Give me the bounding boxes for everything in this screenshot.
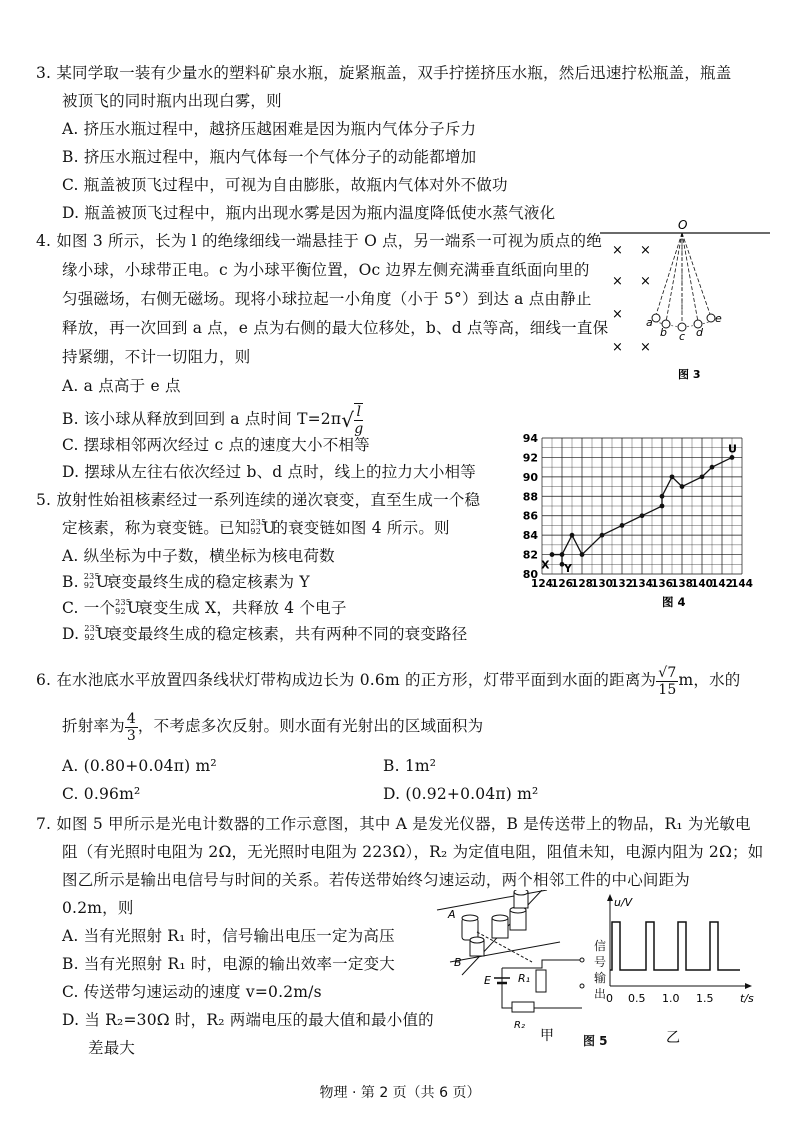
q5-c-prefix: C. 一个 <box>62 599 116 617</box>
x-tick-label: 138 <box>671 578 693 590</box>
q4-stem-line5: 持紧绷，不计一切阻力，则 <box>62 348 251 366</box>
q3-stem-line1: 3. 某同学取一装有少量水的塑料矿泉水瓶，旋紧瓶盖，双手拧搓挤压水瓶，然后迅速拧松瓶盖，瓶盖 <box>36 64 732 82</box>
q5-option-b <box>62 572 310 592</box>
mass-number: 235 <box>84 624 101 633</box>
nuclide-point <box>600 533 605 538</box>
y-tick-label: 86 <box>522 509 538 523</box>
q4-option-c: C. 摆球相邻两次经过 c 点的速度大小不相等 <box>62 436 370 454</box>
x-tick-label: 134 <box>631 578 653 590</box>
q6-text-c: 折射率为 <box>62 717 125 735</box>
q5-option-d <box>62 624 467 644</box>
y-tick-label: 80 <box>522 568 538 581</box>
figure-3-caption: 图 3 <box>678 368 701 381</box>
figure-3-pendulum <box>600 218 790 388</box>
label-e: e <box>715 312 722 325</box>
q6-depth-numerator: √7 <box>658 664 677 681</box>
x-tick-label: 140 <box>691 578 713 590</box>
mass-number: 235 <box>115 598 132 607</box>
circuit-wire-top <box>502 960 582 968</box>
q4-option-b-text: B. 该小球从释放到回到 a 点时间 T=2π <box>62 410 342 428</box>
q4-option-b: B. 该小球从释放到回到 a 点时间 T=2π√ $\frac{l}{g}$ <box>62 404 364 437</box>
q5-stem-line2 <box>62 518 450 538</box>
y-tick-label: 92 <box>522 451 538 465</box>
q7-option-a: A. 当有光照射 R₁ 时，信号输出电压一定为高压 <box>62 927 395 945</box>
q6-text-b: m，水的 <box>678 671 741 689</box>
q7-stem-line1: 7. 如图 5 甲所示是光电计数器的工作示意图，其中 A 是发光仪器，B 是传送带上的物品，R₁ 为光敏电 <box>36 815 751 833</box>
signal-char: 号 <box>594 955 607 969</box>
isotope-u235 <box>84 624 110 644</box>
q6-index-denominator: 3 <box>126 727 136 744</box>
label-yi: 乙 <box>666 1030 680 1046</box>
t-tick: 0.5 <box>628 992 646 1005</box>
q4-stem-line2: 缘小球，小球带正电。c 为小球平衡位置，Oc 边界左侧充满垂直纸面向里的 <box>62 261 590 279</box>
cross: × <box>640 340 651 355</box>
nuclide-point <box>620 523 625 528</box>
element-symbol: U <box>95 573 110 591</box>
u-axis-label: u/V <box>614 896 633 909</box>
element-symbol: U <box>96 625 110 643</box>
q5-d-prefix: D. <box>62 625 85 643</box>
q6-text-a: 6. 在水池底水平放置四条线状灯带构成边长为 0.6m 的正方形，灯带平面到水面的距离为 <box>36 671 657 689</box>
y-tick-label: 88 <box>522 490 538 504</box>
cross: × <box>640 243 651 258</box>
t-tick: 1.5 <box>696 992 714 1005</box>
atomic-number: 92 <box>115 607 126 616</box>
figure-5-caption: 图 5 <box>583 1034 608 1048</box>
string-to-a <box>656 233 682 315</box>
q6-option-b: B. 1m² <box>383 757 437 775</box>
t-tick: 1.0 <box>662 992 680 1005</box>
nuclide-point <box>710 465 715 470</box>
q6-option-a: A. (0.80+0.04π) m² <box>62 757 217 775</box>
q7-option-c: C. 传送带匀速运动的速度 v=0.2m/s <box>62 983 322 1001</box>
y-tick-label: 84 <box>522 529 538 543</box>
nuclide-point <box>700 474 705 479</box>
cross: × <box>612 274 623 289</box>
q6-option-c: C. 0.96m² <box>62 785 141 803</box>
label-c: c <box>679 330 686 343</box>
x-tick-label: 142 <box>711 578 733 590</box>
q5-stem-line1: 5. 放射性始祖核素经过一系列连续的递次衰变，直至生成一个稳 <box>36 491 481 509</box>
figure-5-jia-circuit <box>432 890 592 1050</box>
q5-option-a: A. 纵坐标为中子数，横坐标为核电荷数 <box>62 547 335 565</box>
conveyor-bottom-edge <box>450 942 560 962</box>
cross: × <box>612 243 623 258</box>
resistor-r2 <box>512 1002 534 1012</box>
ball-a <box>652 314 660 322</box>
q4-option-a: A. a 点高于 e 点 <box>62 377 181 395</box>
isotope-u235 <box>250 518 276 538</box>
q5-stem-text-b: 的衰变链如图 4 所示。则 <box>272 519 450 537</box>
label-r1: R₁ <box>518 972 531 985</box>
nuclide-point <box>660 494 665 499</box>
mass-number: 235 <box>250 518 267 527</box>
q6-index-numerator: 4 <box>126 710 136 727</box>
q4-b-denominator: g <box>354 421 364 437</box>
nuclide-point <box>660 504 665 509</box>
label-y: Y <box>564 562 572 576</box>
nuclide-point <box>670 474 675 479</box>
q3-option-b: B. 挤压水瓶过程中，瓶内气体每一个气体分子的动能都增加 <box>62 148 477 166</box>
q7-stem-line3: 图乙所示是输出电信号与时间的关系。若传送带始终匀速运动，两个相邻工件的中心间距为 <box>62 871 691 889</box>
signal-char: 出 <box>594 987 607 1001</box>
q4-b-numerator: l <box>354 404 363 421</box>
q5-b-prefix: B. <box>62 573 84 591</box>
x-tick-label: 132 <box>611 578 633 590</box>
q3-option-a: A. 挤压水瓶过程中，越挤压越困难是因为瓶内气体分子斥力 <box>62 120 477 138</box>
cross: × <box>612 340 623 355</box>
x-tick-label: 128 <box>571 578 593 590</box>
label-x: X <box>541 558 550 572</box>
label-jia: 甲 <box>540 1028 554 1044</box>
q6-fraction-depth <box>656 665 678 698</box>
q7-option-d-line1: D. 当 R₂=30Ω 时，R₂ 两端电压的最大值和最小值的 <box>62 1011 434 1029</box>
q4-stem-line4: 释放，再一次回到 a 点，e 点为右侧的最大位移处，b、d 点等高，细线一直保 <box>62 319 609 337</box>
q3-option-d: D. 瓶盖被顶飞过程中，瓶内出现水雾是因为瓶内温度降低使水蒸气液化 <box>62 204 556 222</box>
x-tick-label: 130 <box>591 578 613 590</box>
page-footer: 物理 · 第 2 页（共 6 页） <box>319 1085 481 1101</box>
q4-option-b-fraction <box>354 403 363 437</box>
magnetic-field-crosses <box>612 243 651 355</box>
label-u: U <box>728 442 737 456</box>
q6-fraction-index <box>125 711 138 744</box>
signal-char: 输 <box>594 971 607 985</box>
x-tick-label: 136 <box>651 578 673 590</box>
label-b: b <box>660 326 667 339</box>
nuclide-point <box>580 552 585 557</box>
atomic-number: 92 <box>250 527 261 536</box>
q6-stem-line1 <box>36 660 740 700</box>
mass-number: 235 <box>83 572 100 581</box>
y-tick-label: 82 <box>522 548 538 562</box>
label-e: E <box>484 974 491 987</box>
ball-e <box>707 314 715 322</box>
label-a: a <box>646 316 653 329</box>
element-symbol: U <box>127 599 141 617</box>
nuclide-point <box>730 455 735 460</box>
signal-char: 信 <box>594 939 607 953</box>
atomic-number: 92 <box>83 581 95 590</box>
cross: × <box>640 274 651 289</box>
q5-option-c <box>62 598 347 618</box>
string-to-b <box>666 233 682 322</box>
x-tick-label: 126 <box>551 578 573 590</box>
t-axis-label: t/s <box>740 992 754 1005</box>
q7-stem-line4: 0.2m，则 <box>62 899 134 917</box>
nuclide-point <box>560 552 565 557</box>
q4-option-d: D. 摆球从左往右依次经过 b、d 点时，线上的拉力大小相等 <box>62 463 476 481</box>
isotope-u235 <box>83 572 110 592</box>
q5-stem-text-a: 定核素，称为衰变链。已知 <box>62 519 251 537</box>
q7-option-d-line2: 差最大 <box>88 1039 136 1057</box>
t-tick: 0 <box>606 992 613 1005</box>
isotope-u235 <box>115 598 141 618</box>
label-d: d <box>696 326 703 339</box>
q7-stem-line2: 阻（有光照时电阻为 2Ω，无光照时电阻为 223Ω），R₂ 为定值电阻，阻值未知，电源内阻为 2Ω；如 <box>62 843 764 861</box>
q3-stem-line2: 被顶飞的同时瓶内出现白雾，则 <box>62 92 282 110</box>
q5-d-text: 衰变最终生成的稳定核素，共有两种不同的衰变路径 <box>106 625 468 643</box>
x-tick-label: 144 <box>731 578 753 590</box>
signal-waveform <box>610 922 740 970</box>
figure-4-decay-chain-chart <box>508 430 758 618</box>
nuclide-point <box>570 533 575 538</box>
figure-4-caption: 图 4 <box>662 595 686 609</box>
label-r2: R₂ <box>514 1020 525 1031</box>
point-o-label: O <box>678 218 688 232</box>
q6-option-d: D. (0.92+0.04π) m² <box>383 785 539 803</box>
y-tick-label: 94 <box>522 432 538 445</box>
q5-b-text: 衰变最终生成的稳定核素为 Y <box>105 573 310 591</box>
q4-stem-line3: 匀强磁场，右侧无磁场。现将小球拉起一小角度（小于 5°）到达 a 点由静止 <box>62 290 592 308</box>
label-b: B <box>454 956 462 969</box>
q6-depth-denominator: 15 <box>658 681 677 698</box>
output-terminal <box>580 958 584 962</box>
string-to-d <box>682 233 698 322</box>
conveyor-top-edge <box>437 890 547 910</box>
q3-option-c: C. 瓶盖被顶飞过程中，可视为自由膨胀，故瓶内气体对外不做功 <box>62 176 508 194</box>
output-terminal <box>580 984 584 988</box>
string-to-e <box>682 233 711 317</box>
nuclide-point <box>680 484 685 489</box>
q7-option-b: B. 当有光照射 R₁ 时，电源的输出效率一定变大 <box>62 955 395 973</box>
label-a: A <box>448 908 456 921</box>
nuclide-point <box>550 552 555 557</box>
resistor-r1 <box>536 970 546 992</box>
nuclide-point <box>640 513 645 518</box>
q6-text-d: ，不考虑多次反射。则水面有光射出的区域面积为 <box>137 717 484 735</box>
cross: × <box>612 307 623 322</box>
x-tick-label: 124 <box>531 578 553 590</box>
figure-5-yi-waveform <box>600 892 760 1052</box>
q5-c-text: 衰变生成 X，共释放 4 个电子 <box>137 599 347 617</box>
atomic-number: 92 <box>84 633 95 642</box>
q4-stem-line1: 4. 如图 3 所示，长为 l 的绝缘细线一端悬挂于 O 点，另一端系一可视为质点的绝 <box>36 232 602 250</box>
element-symbol: U <box>262 519 276 537</box>
y-tick-label: 90 <box>522 470 538 484</box>
q6-stem-line2 <box>62 706 483 746</box>
